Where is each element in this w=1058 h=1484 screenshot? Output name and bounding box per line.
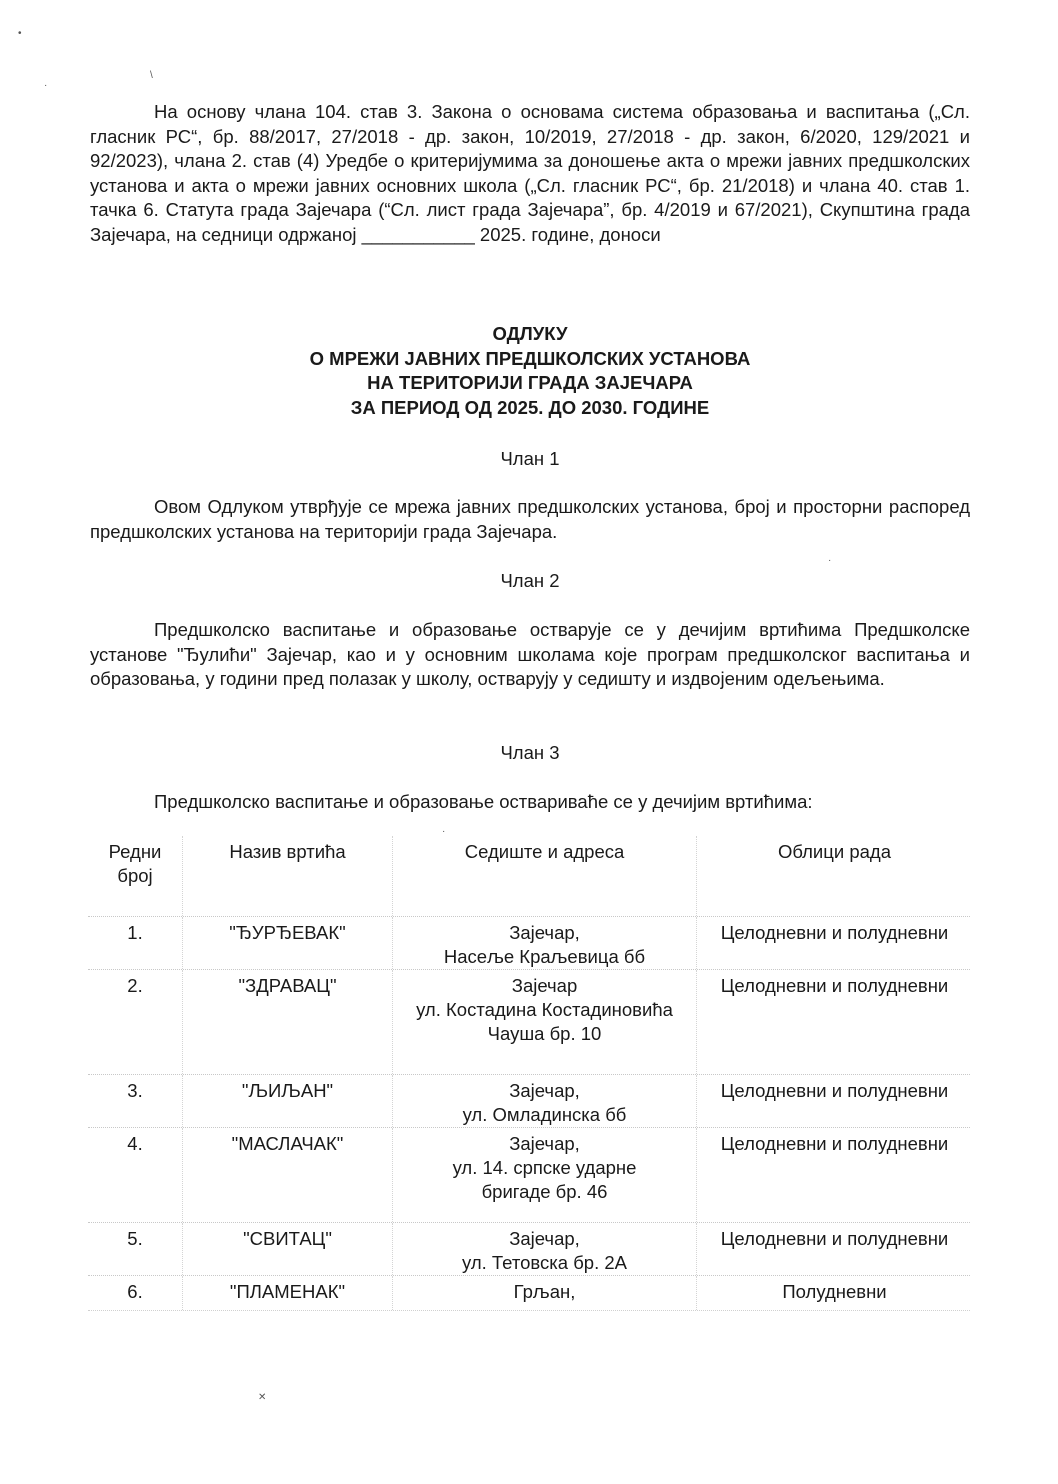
address-line-2: ул. Тетовска бр. 2А (461, 1252, 627, 1273)
article-3-heading: Члан 3 (500, 742, 560, 763)
decision-title (90, 322, 970, 420)
address-line-3: бригаде бр. 46 (481, 1181, 608, 1202)
row-number: 2. (127, 975, 143, 996)
header-number (88, 836, 182, 916)
work-type: Целодневни и полудневни (696, 1223, 970, 1275)
scan-speck: \ (150, 70, 153, 81)
table-row (88, 1074, 970, 1127)
row-number: 1. (127, 922, 143, 943)
kindergarten-name: "СВИТАЦ" (182, 1223, 392, 1275)
header-number-line-1: Редни (108, 841, 162, 862)
scan-speck: ✕ (258, 1392, 267, 1403)
article-1-heading: Члан 1 (500, 448, 560, 469)
kindergarten-address (392, 970, 696, 1074)
header-name: Назив вртића (182, 836, 392, 916)
row-number: 6. (127, 1281, 143, 1302)
kindergarten-address (392, 1075, 696, 1127)
table-row (88, 1127, 970, 1222)
scan-speck: · (44, 80, 48, 91)
address-line-1: Зајечар (511, 975, 578, 996)
row-number: 4. (127, 1133, 143, 1154)
work-type: Целодневни и полудневни (696, 1075, 970, 1127)
address-line-1: Грљан, (513, 1281, 576, 1302)
title-line-2: О МРЕЖИ ЈАВНИХ ПРЕДШКОЛСКИХ УСТАНОВА (309, 347, 751, 369)
scan-speck: · (442, 826, 446, 837)
kindergarten-name: "ЂУРЂЕВАК" (182, 917, 392, 969)
kindergarten-name: "ПЛАМЕНАК" (182, 1276, 392, 1310)
address-line-3: Чауша бр. 10 (487, 1023, 602, 1044)
work-type: Целодневни и полудневни (696, 970, 970, 1074)
table-row (88, 916, 970, 969)
address-line-1: Зајечар, (509, 1080, 580, 1101)
preamble-paragraph: На основу члана 104. став 3. Закона о основама система образовања и васпитања („Сл. гласник РС“, бр. 88/2017, 27/2018 - др. закон, 10/2019, 27/2018 - др. закон, 6/2020, 129/2021 и 92/2023), члана 2. став (4) Уредбе о критеријумима за доношење акта о мрежи јавних предшколских установа и акта о мрежи јавних основних школа („Сл. гласник РС“, бр. 21/2018) и члана 40. став 1. тачка 6. Статута града Зајечара (“Сл. лист града Зајечара”, бр. 4/2019 и 67/2021), Скупштина града Зајечара, на седници одржаној ___________ 2025. године, доноси (90, 101, 970, 245)
kindergarten-table (88, 836, 970, 1311)
table-row (88, 969, 970, 1074)
kindergarten-address (392, 1276, 696, 1310)
article-3-text: Предшколско васпитање и образовање оствариваће се у дечијим вртићима: (154, 791, 813, 812)
address-line-2: ул. Омладинска бб (462, 1104, 627, 1125)
row-number: 5. (127, 1228, 143, 1249)
address-line-2: Насеље Краљевица бб (443, 946, 646, 967)
header-number-line-2: број (117, 865, 153, 886)
kindergarten-name: "МАСЛАЧАК" (182, 1128, 392, 1222)
address-line-2: ул. 14. српске ударне (452, 1157, 637, 1178)
header-address: Седиште и адреса (392, 836, 696, 916)
header-type: Облици рада (696, 836, 970, 916)
title-line-4: ЗА ПЕРИОД ОД 2025. ДО 2030. ГОДИНЕ (350, 396, 710, 418)
scan-speck: · (828, 555, 832, 566)
kindergarten-address (392, 1128, 696, 1222)
article-2-heading: Члан 2 (500, 570, 560, 591)
address-line-1: Зајечар, (509, 922, 580, 943)
address-line-1: Зајечар, (509, 1133, 580, 1154)
scan-speck: • (18, 28, 22, 39)
kindergarten-name: "ЉИЉАН" (182, 1075, 392, 1127)
work-type: Целодневни и полудневни (696, 917, 970, 969)
article-2-text: Предшколско васпитање и образовање остварује се у дечијим вртићима Предшколске установе "Ђулићи" Зајечар, као и у основним школама које програм предшколског васпитања и образовања, у години пред полазак у школу, остварују у седишту и издвојеним одељењима. (90, 619, 970, 689)
article-1-text: Овом Одлуком утврђује се мрежа јавних предшколских установа, број и просторни распоред предшколских установа на територији града Зајечара. (90, 496, 970, 542)
title-line-1: ОДЛУКУ (492, 323, 568, 344)
address-line-2: ул. Костадина Костадиновића (416, 999, 673, 1020)
work-type: Целодневни и полудневни (696, 1128, 970, 1222)
address-line-1: Зајечар, (509, 1228, 580, 1249)
kindergarten-name: "ЗДРАВАЦ" (182, 970, 392, 1074)
kindergarten-address (392, 1223, 696, 1275)
row-number: 3. (127, 1080, 143, 1101)
table-row (88, 1275, 970, 1311)
work-type: Полудневни (696, 1276, 970, 1310)
table-row (88, 1222, 970, 1275)
kindergarten-address (392, 917, 696, 969)
table-header-row (88, 836, 970, 916)
title-line-3: НА ТЕРИТОРИЈИ ГРАДА ЗАЈЕЧАРА (367, 372, 693, 393)
